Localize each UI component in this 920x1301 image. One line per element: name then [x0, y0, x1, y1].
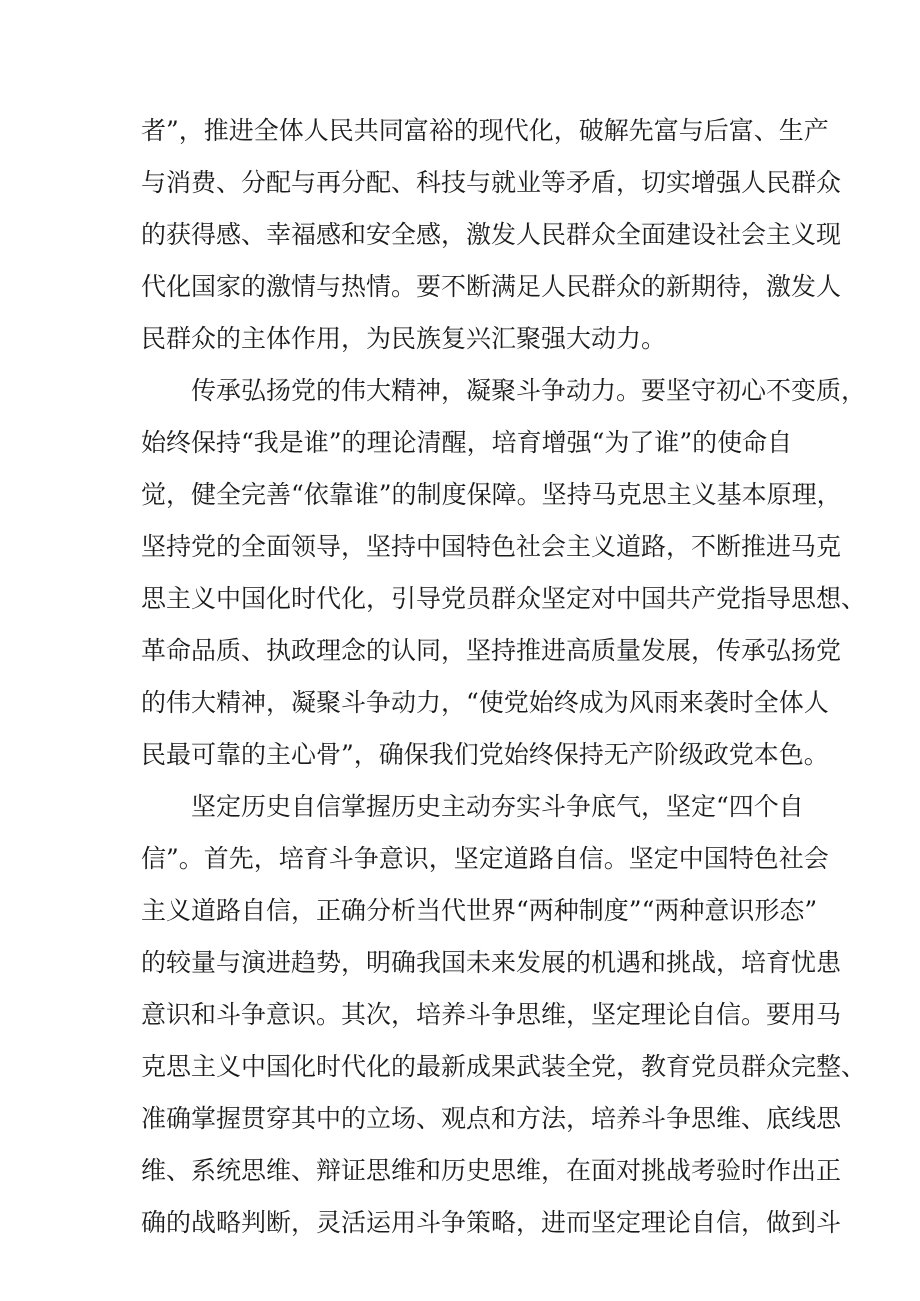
text-line: 革命品质、执政理念的认同，坚持推进高质量发展，传承弘扬党 [141, 636, 842, 665]
text-line: 信”。首先，培育斗争意识，坚定道路自信。坚定中国特色社会 [141, 844, 829, 873]
text-line: 坚持党的全面领导，坚持中国特色社会主义道路，不断推进马克 [141, 532, 842, 561]
text-line: 维、系统思维、辩证思维和历史思维，在面对挑战考验时作出正 [141, 1156, 842, 1185]
text-line: 准确掌握贯穿其中的立场、观点和方法，培养斗争思维、底线思 [141, 1104, 842, 1133]
text-line: 始终保持“我是谁”的理论清醒，培育增强“为了谁”的使命自 [141, 428, 793, 457]
text-line: 民最可靠的主心骨”，确保我们党始终保持无产阶级政党本色。 [141, 740, 829, 769]
text-line: 思主义中国化时代化，引导党员群众坚定对中国共产党指导思想、 [141, 584, 867, 613]
text-line: 的较量与演进趋势，明确我国未来发展的机遇和挑战，培育忧患 [141, 948, 842, 977]
text-line: 的伟大精神，凝聚斗争动力，“使党始终成为风雨来袭时全体人 [141, 688, 829, 717]
text-line: 代化国家的激情与热情。要不断满足人民群众的新期待，激发人 [141, 272, 842, 301]
text-line: 民群众的主体作用，为民族复兴汇聚强大动力。 [141, 324, 667, 353]
text-line: 传承弘扬党的伟大精神，凝聚斗争动力。要坚守初心不变质， [191, 376, 867, 405]
text-line: 坚定历史自信掌握历史主动夯实斗争底气，坚定“四个自 [191, 792, 804, 821]
text-line: 与消费、分配与再分配、科技与就业等矛盾，切实增强人民群众 [141, 168, 842, 197]
text-line: 确的战略判断，灵活运用斗争策略，进而坚定理论自信，做到斗 [141, 1208, 842, 1237]
document-body [141, 105, 867, 1249]
text-line: 觉，健全完善“依靠谁”的制度保障。坚持马克思主义基本原理， [141, 480, 842, 509]
text-line: 的获得感、幸福感和安全感，激发人民群众全面建设社会主义现 [141, 220, 842, 249]
text-line: 者”，推进全体人民共同富裕的现代化，破解先富与后富、生产 [141, 116, 829, 145]
text-line: 意识和斗争意识。其次，培养斗争思维，坚定理论自信。要用马 [141, 1000, 842, 1029]
text-line: 克思主义中国化时代化的最新成果武装全党，教育党员群众完整、 [141, 1052, 867, 1081]
text-line: 主义道路自信，正确分析当代世界“两种制度”“两种意识形态” [141, 896, 818, 925]
